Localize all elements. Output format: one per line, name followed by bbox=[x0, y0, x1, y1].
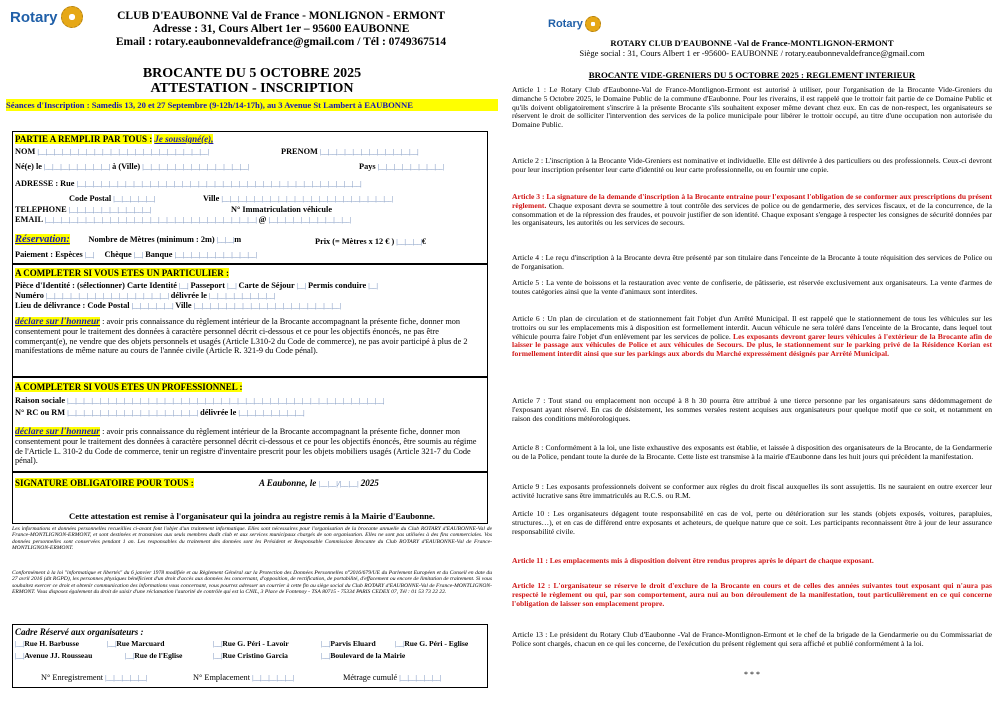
signature-place: A Eaubonne, le bbox=[259, 478, 317, 488]
phone-field[interactable]: |__|__|__|__|__|__|__|__|__|__| bbox=[68, 205, 151, 214]
passport-checkbox[interactable]: |__| bbox=[227, 281, 237, 290]
article-1: Article 1 : Le Rotary Club d'Eaubonne-Val de France-Montlignon-Ermont est autorisé à utiliser, pour l'organisation de la Brocante Vide-Greniers du dimanche 5 Octobre 2025, le Domaine Public de la commune d'Eaubonne. Pour les riverains, il est rappelé que le trottoir fait partie de ce Domaine Public et qu'ils doivent obligatoirement s'inscrire à la présente Brocante s'ils souhaitent exposer même devant chez eux. En cas de non-respect, les organisateurs se réservent le droit de solliciter l'intervention des services de la police municipale pour libérer le trottoir occupé, au titre d'une occupation non autorisée du Domaine Public. bbox=[512, 85, 992, 130]
declare-label: déclare sur l'honneur bbox=[15, 427, 100, 437]
company-name-field[interactable]: |__|__|__|__|__|__|__|__|__|__|__|__|__|__|__|__|__|__|__|__|__|__|__|__|__|__|__|__|__|__|__|__|__|__|__|__|__|__|__| bbox=[67, 396, 385, 405]
professionnel-declaration bbox=[15, 427, 483, 465]
article-3 bbox=[512, 193, 992, 228]
attestation-note: Cette attestation est remise à l'organisateur qui la joindra au registre remis à la Mairie d'Eaubonne. bbox=[69, 511, 435, 521]
id-number-label: Numéro bbox=[15, 291, 44, 300]
head-office: Siège social : 31, Cours Albert 1 er -95600- EAUBONNE / rotary.eaubonnevaldefrance@gmail.com bbox=[579, 48, 925, 58]
page-subtitle: ATTESTATION - INSCRIPTION bbox=[150, 81, 354, 96]
euro-sign: € bbox=[421, 237, 426, 246]
rotary-wheel-icon bbox=[585, 16, 601, 32]
street-option: Boulevard de la Mairie bbox=[330, 651, 406, 660]
passport-label: Passeport bbox=[190, 281, 226, 290]
signature-year: 2025 bbox=[360, 478, 379, 488]
club-header bbox=[66, 10, 496, 49]
nom-field[interactable]: |__|__|__|__|__|__|__|__|__|__|__|__|__|__|__|__|__|__|__|__|__| bbox=[37, 147, 209, 156]
article-13: Article 13 : Le président du Rotary Club d'Eaubonne -Val de France-Montlignon-Ermont et le chef de la brigade de la Gendarmerie ou du Commissariat de Police sont chargés, chacun en ce qui les concerne, de l'exécution du présent règlement qui sera affiché et publié conformément à la loi. bbox=[512, 630, 992, 648]
postal-code-field[interactable]: |__|__|__|__|__| bbox=[113, 194, 155, 203]
section-all-heading: PARTIE A REMPLIR PAR TOUS : bbox=[15, 134, 153, 144]
street-option: Rue G. Péri - Lavoir bbox=[222, 639, 289, 648]
article-2: Article 2 : L'inscription à la Brocante Vide-Greniers est nominative et individuelle. Elle est délivrée à des particuliers ou des professionnels. Ceux-ci devront pour leur inscription présenter leur carte d'identité ou leur carte professionnelle, ou en fournir une copie. bbox=[512, 156, 992, 174]
licence-checkbox[interactable]: |__| bbox=[368, 281, 378, 290]
gdpr-notice: Conformément à la loi "informatique et libertés" du 6 janvier 1978 modifiée et au Règlement Général sur la Protection des Données Personnelles n°2016/679/UE du Parlement Européen et du Conseil en date du 27 avril 2016 (dit RGPD), les personnes physiques bénéficient d'un droit d'accès aux données les concernant, d'opposition, de rectification, de portabilité, d'effacement ou encore de limitation de traitement. Si vous souhaitez exercer ce droit et obtenir communication des informations vous concernant, vous pourrez adresser un courrier à cette fin au siège social du Club ROTARY d'EAUBONNE-Val de France-MONTLIGNON-ERMONT. Vous disposez également du droit de saisir d'une réclamation l'autorité de contrôle qui est la CNIL, 3 Place de Fontenoy - TSA 80715 - 75334 PARIS CEDEX 07, Tél : 01 53 73 22 22. bbox=[12, 570, 492, 596]
club-name: CLUB D'EAUBONNE Val de France - MONLIGNON - ERMONT bbox=[117, 10, 445, 22]
price-field[interactable]: |__|__|__| bbox=[396, 237, 422, 246]
signature-date-field[interactable]: |__|__|/|__|__| bbox=[318, 479, 359, 488]
article-10: Article 10 : Les organisateurs dégagent toute responsabilité en cas de vol, perte ou détérioration sur les stands (objets exposés, voitures, parapluies, structures…), et en cas de différend entre exposants et acheteurs, de quelque nature que ce soit. Les participants reconnaissent être à jour de leur assurance responsabilité civile. bbox=[512, 509, 992, 536]
section-particulier-heading: A COMPLETER SI VOUS ETES UN PARTICULIER : bbox=[15, 268, 229, 278]
regulations-header bbox=[508, 38, 996, 58]
organizer-box: Cadre Réservé aux organisateurs : |__|Rue H. Barbusse |__|Rue Marcuard |__|Rue G. Péri - Lavoir |__|Parvis Eluard |__|Rue G. Péri - Eglise |__|Avenue JJ. Rousseau |__|Rue de l'Eglise |__|Rue Cristino Garcia |__|Boulevard de la Mairie N° Enregistrement |__|__|__|__|__| N° Emplacement |__|__|__|__|__| Métrage cumulé |__|__|__|__|__| bbox=[12, 624, 488, 688]
residence-checkbox[interactable]: |__| bbox=[296, 281, 306, 290]
registration-number-label: N° Enregistrement bbox=[41, 673, 104, 682]
postal-code-label: Code Postal bbox=[69, 194, 112, 203]
article-6-text: Article 6 : Un plan de circulation et de stationnement fait l'objet d'un Arrêté Municipal. Il est rappelé que le stationnement de tous les véhicules sur les trottoirs ou sur les emplacements mis à disposition est formellement interdit. Aucun véhicule ne sera toléré dans l'enceinte de la Brocante, dans lequel tout véhicule pourra faire l'objet d'un enlèvement par les services de police. bbox=[512, 314, 992, 341]
address-label: ADRESSE : Rue bbox=[15, 179, 75, 188]
club-address: Adresse : 31, Cours Albert 1er – 95600 EAUBONNE bbox=[152, 23, 410, 35]
issued-field[interactable]: |__|__|__|__|__|__|__|__| bbox=[209, 291, 276, 300]
bank-label: Banque bbox=[145, 250, 173, 259]
country-field[interactable]: |__|__|__|__|__|__|__|__| bbox=[377, 162, 444, 171]
at-sign: @ bbox=[258, 215, 267, 224]
rotary-wordmark: Rotary bbox=[548, 18, 583, 30]
cheque-checkbox[interactable]: |__| bbox=[133, 250, 144, 259]
rc-issued-label: délivrée le bbox=[200, 408, 237, 417]
declare-label: déclare sur l'honneur bbox=[15, 317, 100, 327]
declare-text: : avoir pris connaissance du règlement intérieur de la Brocante accompagnant la présente fiche, donner mon consentement pour le traitement des données à caractère personnel décrit ci-dessous et ce pour les objectifs énoncés, ne pas être commerçant(e), ne vendre que des objets personnels et usagés (Article L310-2 du Code de commerce), ne pas avoir participé à plus de 2 manifestations de même nature au cours de l'année civile (Article R. 321-9 du Code pénal). bbox=[15, 317, 468, 355]
residence-card-label: Carte de Séjour bbox=[238, 281, 295, 290]
article-4: Article 4 : Le reçu d'inscription à la Brocante devra être présenté par son titulaire dans l'enceinte de la Brocante à toute réquisition des services de Police ou de l'organisation. bbox=[512, 253, 992, 271]
issue-place-label: Lieu de délivrance : Code Postal bbox=[15, 301, 130, 310]
location-number-field[interactable]: |__|__|__|__|__| bbox=[252, 673, 294, 682]
payment-label: Paiement : Espèces bbox=[15, 250, 83, 259]
email-domain-field[interactable]: |__|__|__|__|__|__|__|__|__|__| bbox=[268, 215, 351, 224]
street-option: Rue Cristino Garcia bbox=[222, 651, 288, 660]
prenom-field[interactable]: |__|__|__|__|__|__|__|__|__|__|__|__| bbox=[319, 147, 419, 156]
article-8: Article 8 : Conformément à la loi, une liste exhaustive des exposants est établie, et laissée à disposition des organisateurs de la Brocante, de la Gendarmerie ou de la Police, pendant toute la durée de la Brocante. Cette liste est transmise à la mairie d'Eaubonne dans les huit jours qui précèdent la manifestation. bbox=[512, 443, 992, 461]
email-label: EMAIL bbox=[15, 215, 43, 224]
rotary-logo bbox=[548, 16, 601, 32]
article-6 bbox=[512, 315, 992, 359]
article-11: Article 11 : Les emplacements mis à disposition doivent être rendus propres après le départ de chaque exposant. bbox=[512, 556, 874, 565]
country-label: Pays bbox=[359, 162, 376, 171]
prenom-label: PRENOM bbox=[281, 147, 318, 156]
rc-issued-field[interactable]: |__|__|__|__|__|__|__|__| bbox=[238, 408, 305, 417]
page-title: BROCANTE DU 5 OCTOBRE 2025 bbox=[142, 66, 362, 81]
soussigne-label: Je soussigné(e), bbox=[154, 134, 214, 144]
issue-city-field[interactable]: |__|__|__|__|__|__|__|__|__|__|__|__|__|__|__|__|__|__| bbox=[193, 301, 341, 310]
birthplace-label: à (Ville) bbox=[112, 162, 141, 171]
declare-text: : avoir pris connaissance du règlement intérieur de la Brocante accompagnant la présente fiche, donner mon consentement pour le traitement des données à caractère personnel décrit ci-dessous et ce pour les objectifs énoncés, être soumis au régime de l'Article L. 310-2 du Code de commerce, tenir un registre d'inventaire prescrit pour les objets mobiliers usagés (Article 321-7 du Code pénal). bbox=[15, 427, 477, 465]
id-card-checkbox[interactable]: |__| bbox=[179, 281, 189, 290]
street-option: Avenue JJ. Rousseau bbox=[24, 651, 93, 660]
cumulative-metres-field[interactable]: |__|__|__|__|__| bbox=[399, 673, 441, 682]
privacy-notice: Les informations et données personnelles recueillies ci-avant font l'objet d'un traitement informatique. Elles sont nécessaires pour l'organisation de la brocante annuelle du Club ROTARY d'EAUBONNE-Val de France-MONTLIGNON-ERMONT, et sont destinées et transmises aux seuls membres dudit club et aux services municipaux chargés de son organisation. Elles ne sont pas utilisées à des fins commerciales. Vos données personnelles sont conservées pendant 1 an. Les responsables du traitement des données sont les Président et Responsable Commission Brocante du Club ROTARY d'EAUBONNE-Val de France-MONTLIGNON-ERMONT. bbox=[12, 526, 492, 552]
article-3-highlight: Article 3 : La signature de la demande d'inscription à la Brocante entraine pour l'exposant l'obligation de se conformer aux prescriptions du présent règlement. bbox=[512, 192, 992, 210]
plate-label: N° Immatriculation véhicule bbox=[231, 205, 333, 214]
driving-licence-label: Permis conduire bbox=[308, 281, 367, 290]
particulier-declaration bbox=[15, 317, 483, 355]
article-3-text: Chaque exposant devra se soumettre à tout contrôle des services de police ou de gendarmerie, des services fiscaux, et de la concurrence, de la consommation et de la répression des fraudes, et pouvoir justifier de son identité. Chaque exposant s'engage à respecter les consignes de sécurité données par les organisateurs, les autorités ou les services de secours. bbox=[512, 200, 992, 228]
birthplace-field[interactable]: |__|__|__|__|__|__|__|__|__|__|__|__|__| bbox=[142, 162, 249, 171]
id-type-label: Pièce d'Identité : (sélectionner) Carte Identité bbox=[15, 281, 177, 290]
issue-postal-field[interactable]: |__|__|__|__|__| bbox=[131, 301, 174, 310]
section-all bbox=[12, 131, 488, 264]
price-label: Prix (= Mètres x 12 € ) bbox=[315, 237, 395, 246]
id-number-field[interactable]: |__|__|__|__|__|__|__|__|__|__|__|__|__|__|__| bbox=[45, 291, 169, 300]
regulations-title: BROCANTE VIDE-GRENIERS DU 5 OCTOBRE 2025 : REGLEMENT INTERIEUR bbox=[588, 70, 916, 80]
section-professionnel-heading: A COMPLETER SI VOUS ETES UN PROFESSIONNEL : bbox=[15, 382, 243, 392]
metres-unit: m bbox=[234, 235, 242, 244]
street-option: Rue G. Péri - Eglise bbox=[404, 639, 469, 648]
cash-checkbox[interactable]: |__| bbox=[84, 250, 95, 259]
article-6-highlight: Les exposants devront garer leurs véhicules à l'extérieur de la Brocante afin de laisser le passage aux véhicules de Police et aux véhicules de Secours. De plus, le stationnement sur le parking privé de la Résidence Korian est formellement interdit ainsi que sur les parkings aux abords du Marché expressément désignés par Arrêté Municipal. bbox=[512, 331, 992, 359]
phone-label: TELEPHONE bbox=[15, 205, 67, 214]
street-option: Rue H. Barbusse bbox=[24, 639, 79, 648]
club-email: Email : rotary.eaubonnevaldefrance@gmail.com / Tél : 0749367514 bbox=[115, 36, 447, 48]
registration-number-field[interactable]: |__|__|__|__|__| bbox=[105, 673, 147, 682]
company-name-label: Raison sociale bbox=[15, 396, 66, 405]
closing-stars: * * * bbox=[744, 670, 760, 679]
organizer-box-title: Cadre Réservé aux organisateurs : bbox=[15, 627, 144, 637]
street-option: Rue Marcuard bbox=[116, 639, 165, 648]
birthdate-field[interactable]: |__|__|__|__|__|__|__|__| bbox=[44, 162, 111, 171]
section-professionnel bbox=[12, 377, 488, 472]
city-field[interactable]: |__|__|__|__|__|__|__|__|__|__|__|__|__|__|__|__|__|__|__|__|__| bbox=[221, 194, 393, 203]
cheque-label: Chèque bbox=[104, 250, 132, 259]
section-particulier bbox=[12, 264, 488, 377]
bank-field[interactable]: |__|__|__|__|__|__|__|__|__|__| bbox=[174, 250, 257, 259]
street-option: Rue de l'Eglise bbox=[134, 651, 183, 660]
metres-label: Nombre de Mètres (minimum : 2m) bbox=[88, 235, 215, 244]
rotary-wordmark: Rotary bbox=[10, 8, 58, 26]
rc-field[interactable]: |__|__|__|__|__|__|__|__|__|__|__|__|__|__|__|__| bbox=[67, 408, 199, 417]
birthdate-label: Né(e) le bbox=[15, 162, 42, 171]
address-field[interactable]: |__|__|__|__|__|__|__|__|__|__|__|__|__|__|__|__|__|__|__|__|__|__|__|__|__|__|__|__|__|__|__|__|__|__|__| bbox=[76, 179, 362, 188]
issue-city-label: Ville bbox=[175, 301, 192, 310]
email-field[interactable]: |__|__|__|__|__|__|__|__|__|__|__|__|__|__|__|__|__|__|__|__|__|__|__|__|__|__| bbox=[44, 215, 257, 224]
regulations-page bbox=[508, 4, 996, 700]
metres-field[interactable]: |__|__| bbox=[216, 235, 235, 244]
article-12: Article 12 : L'organisateur se réserve le droit d'exclure de la Brocante en cours et de celles des années suivantes tout exposant qui n'aura pas respecté le règlement ou qui, par son comportement, aura nui au bon déroulement de la manifestation, tout particulièrement en ce qui concerne l'obligation de laisser son emplacement propre. bbox=[512, 581, 992, 608]
article-9: Article 9 : Les exposants professionnels doivent se conformer aux règles du droit fiscal auxquelles ils sont assujettis. Ils ne sauraient en outre exercer leur activité lucrative sans être immatriculés au R.C.S. ou R.M. bbox=[512, 482, 992, 500]
article-7: Article 7 : Tout stand ou emplacement non occupé à 8 h 30 pourra être attribué à une tierce personne par les organisateurs sans dédommagement de l'exposant ayant réservé. En cas de désistement, les sommes versées restent acquises aux organisateurs pour quelque motif que ce soit, et notamment en raison des conditions météorologiques. bbox=[512, 396, 992, 423]
location-number-label: N° Emplacement bbox=[193, 673, 250, 682]
issued-label: délivrée le bbox=[170, 291, 207, 300]
street-option: Parvis Eluard bbox=[330, 639, 376, 648]
city-label: Ville bbox=[203, 194, 220, 203]
rc-label: N° RC ou RM bbox=[15, 408, 66, 417]
registration-sessions: Séances d'Inscription : Samedis 13, 20 et 27 Septembre (9-12h/14-17h), au 3 Avenue St Lambert à EAUBONNE bbox=[6, 99, 498, 111]
nom-label: NOM bbox=[15, 147, 36, 156]
attestation-page bbox=[6, 4, 498, 700]
reservation-label: Réservation: bbox=[15, 234, 70, 245]
club-name: ROTARY CLUB D'EAUBONNE -Val de France-MONTLIGNON-ERMONT bbox=[610, 38, 894, 48]
signature-heading: SIGNATURE OBLIGATOIRE POUR TOUS : bbox=[15, 478, 194, 488]
section-signature bbox=[12, 472, 488, 524]
article-5: Article 5 : La vente de boissons et la restauration avec vente de confiserie, de pâtisserie, est réservée exclusivement aux organisateurs. La vente d'armes de toutes catégories ainsi que la vente d'animaux sont interdites. bbox=[512, 278, 992, 296]
cumulative-metres-label: Métrage cumulé bbox=[343, 673, 398, 682]
